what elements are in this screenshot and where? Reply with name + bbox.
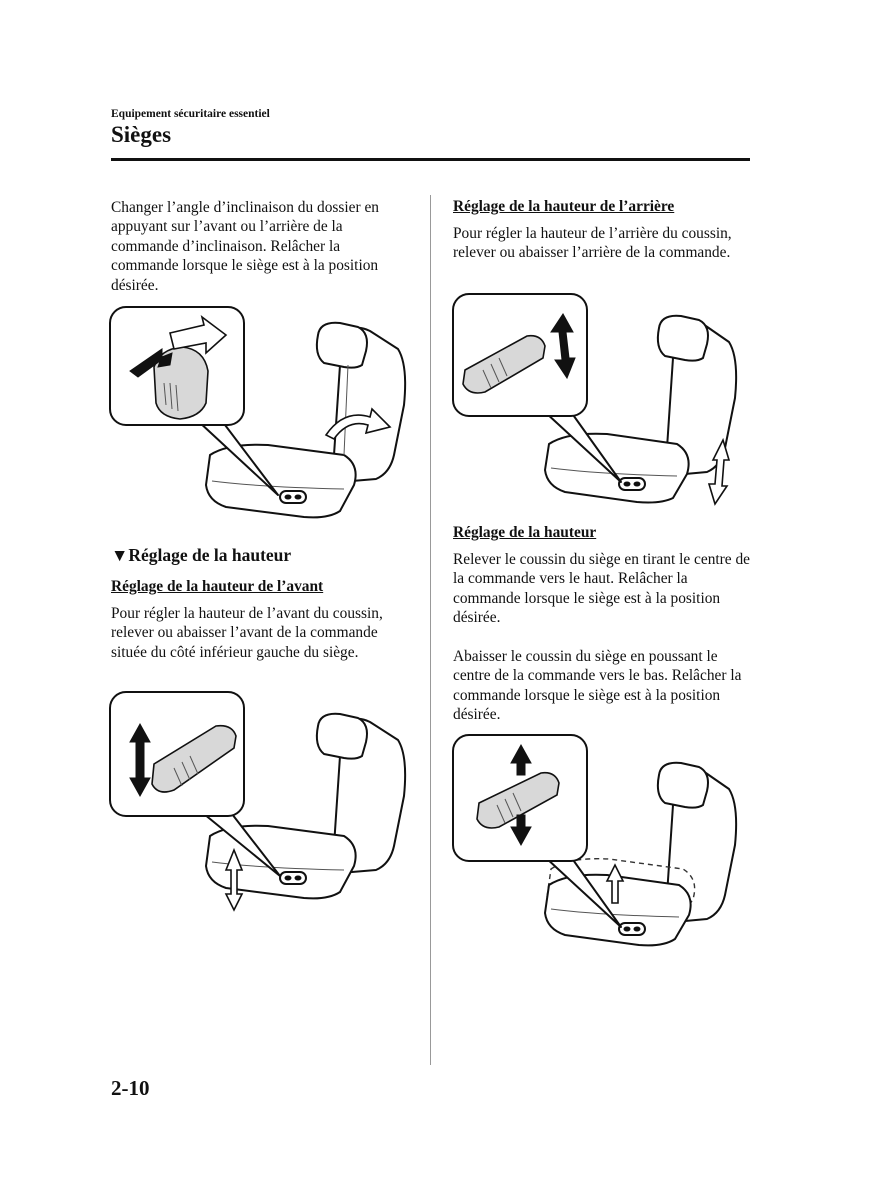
- recline-instructions: Changer l’angle d’inclinaison du dossier en appuyant sur l’avant ou l’arrière de la commande d’inclinaison. Relâcher la commande lorsque le siège est à la position désirée.: [111, 199, 379, 294]
- rear-height-heading: Réglage de la hauteur de l’arrière: [453, 198, 675, 215]
- seat-front-height-icon: [108, 690, 408, 912]
- section-label: Equipement sécuritaire essentiel: [111, 108, 270, 120]
- section-marker-icon: ▼: [111, 545, 129, 565]
- header-rule: [111, 158, 750, 161]
- front-height-heading: Réglage de la hauteur de l’avant: [111, 578, 324, 595]
- front-height-instructions: Pour régler la hauteur de l’avant du coussin, relever ou abaisser l’avant de la commande située du côté inférieur gauche du siège.: [111, 605, 383, 661]
- seat-recline-lever-icon: [108, 305, 408, 523]
- height-lower-instructions: Abaisser le coussin du siège en poussant le centre de la commande vers le bas. Relâcher la commande lorsque le siège est à la position désirée.: [453, 648, 742, 724]
- height-raise-instructions: Relever le coussin du siège en tirant le centre de la commande vers le haut. Relâcher la commande lorsque le siège est à la position désirée.: [453, 551, 751, 627]
- column-divider: [430, 195, 431, 1065]
- page-number: 2-10: [111, 1076, 150, 1100]
- section-heading-text: Réglage de la hauteur: [128, 545, 292, 565]
- rear-height-instructions: Pour régler la hauteur de l’arrière du coussin, relever ou abaisser l’arrière de la commande.: [453, 225, 732, 262]
- section-heading: [111, 545, 291, 566]
- height-heading: Réglage de la hauteur: [453, 524, 597, 541]
- seat-rear-height-icon: [451, 292, 751, 506]
- page-title: Sièges: [111, 122, 172, 147]
- seat-height-icon: [451, 733, 751, 955]
